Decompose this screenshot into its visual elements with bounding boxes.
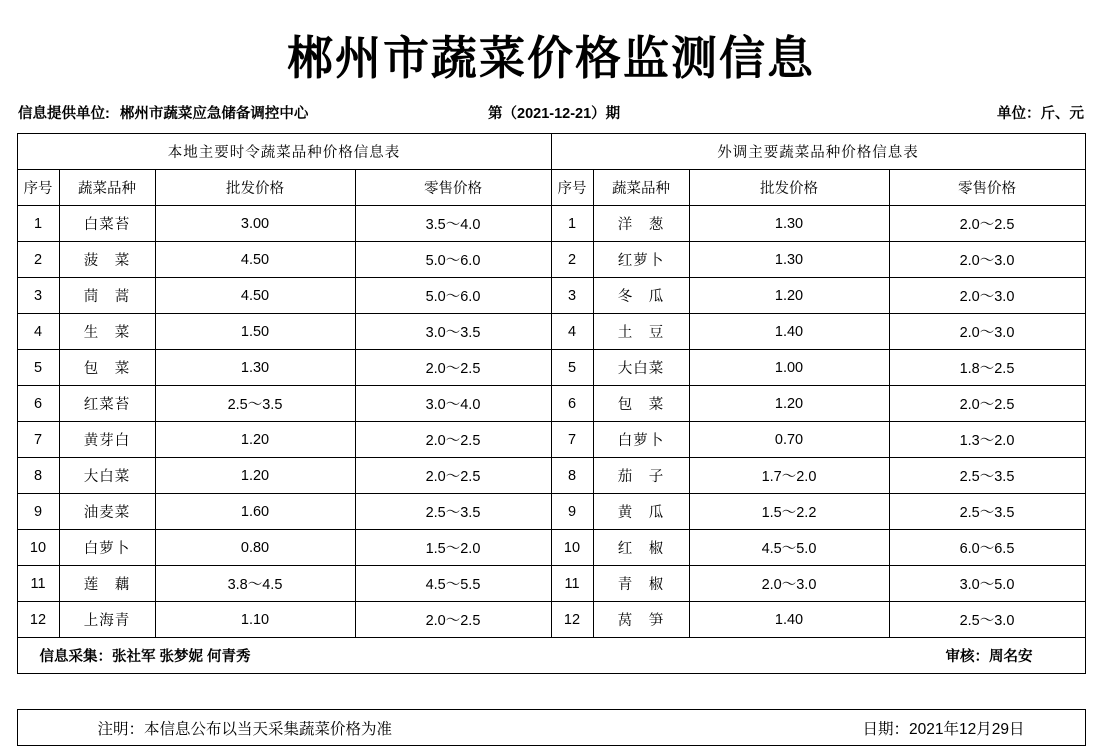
price-table	[17, 133, 1086, 746]
row-retail: 2.0～2.5	[889, 206, 1085, 242]
table-row	[17, 494, 1085, 530]
row-retail: 1.5～2.0	[355, 530, 551, 566]
row-wholesale: 4.50	[155, 278, 355, 314]
provider-label: 信息提供单位:	[18, 106, 110, 122]
table-row	[17, 386, 1085, 422]
row-index: 12	[17, 602, 59, 638]
row-index: 4	[17, 314, 59, 350]
row-variety: 土 豆	[593, 314, 689, 350]
row-variety: 大白菜	[593, 350, 689, 386]
note-cell	[17, 710, 1085, 746]
row-retail: 5.0～6.0	[355, 278, 551, 314]
page-title: 郴州市蔬菜价格监测信息	[287, 33, 815, 84]
row-index: 8	[17, 458, 59, 494]
provider-value: 郴州市蔬菜应急储备调控中心	[119, 106, 309, 122]
table-row	[17, 602, 1085, 638]
row-index: 1	[551, 206, 593, 242]
row-retail: 2.0～3.0	[889, 314, 1085, 350]
table-row	[17, 530, 1085, 566]
row-index: 7	[551, 422, 593, 458]
row-wholesale: 1.20	[689, 278, 889, 314]
row-index: 6	[551, 386, 593, 422]
row-wholesale: 1.60	[155, 494, 355, 530]
table-row	[17, 314, 1085, 350]
row-index: 1	[17, 206, 59, 242]
row-index: 7	[17, 422, 59, 458]
row-index: 8	[551, 458, 593, 494]
row-wholesale: 1.30	[155, 350, 355, 386]
row-variety: 包 菜	[593, 386, 689, 422]
left-col-wholesale: 批发价格	[155, 170, 355, 206]
table-row	[17, 566, 1085, 602]
table-row	[17, 206, 1085, 242]
right-col-variety: 蔬菜品种	[593, 170, 689, 206]
note-row	[17, 710, 1085, 746]
row-index: 10	[17, 530, 59, 566]
row-wholesale: 3.00	[155, 206, 355, 242]
row-retail: 3.5～4.0	[355, 206, 551, 242]
right-col-wholesale: 批发价格	[689, 170, 889, 206]
row-wholesale: 1.7～2.0	[689, 458, 889, 494]
row-index: 9	[17, 494, 59, 530]
row-index: 6	[17, 386, 59, 422]
collectors-label: 信息采集：张社军 张梦妮 何青秀	[39, 649, 251, 665]
row-wholesale: 1.5～2.2	[689, 494, 889, 530]
column-header-row	[17, 170, 1085, 206]
row-wholesale: 1.40	[689, 314, 889, 350]
row-variety: 青 椒	[593, 566, 689, 602]
row-retail: 2.0～2.5	[889, 386, 1085, 422]
row-retail: 2.5～3.0	[889, 602, 1085, 638]
row-retail: 2.5～3.5	[889, 458, 1085, 494]
row-variety: 大白菜	[59, 458, 155, 494]
row-retail: 4.5～5.5	[355, 566, 551, 602]
row-index: 11	[17, 566, 59, 602]
left-col-variety: 蔬菜品种	[59, 170, 155, 206]
row-variety: 洋 葱	[593, 206, 689, 242]
right-section-title: 外调主要蔬菜品种价格信息表	[551, 134, 1085, 170]
row-wholesale: 1.20	[155, 422, 355, 458]
row-retail: 2.0～2.5	[355, 422, 551, 458]
row-wholesale: 1.20	[689, 386, 889, 422]
row-variety: 莴 笋	[593, 602, 689, 638]
row-index: 4	[551, 314, 593, 350]
table-row	[17, 242, 1085, 278]
row-variety: 生 菜	[59, 314, 155, 350]
row-retail: 2.0～2.5	[355, 350, 551, 386]
row-wholesale: 4.50	[155, 242, 355, 278]
right-col-index: 序号	[551, 170, 593, 206]
spacer-cell	[17, 674, 1085, 710]
row-variety: 菠 菜	[59, 242, 155, 278]
row-retail: 2.0～3.0	[889, 242, 1085, 278]
row-retail: 1.8～2.5	[889, 350, 1085, 386]
issue-number: 第（2021-12-21）期	[488, 106, 621, 122]
right-col-retail: 零售价格	[889, 170, 1085, 206]
row-wholesale: 2.5～3.5	[155, 386, 355, 422]
table-row	[17, 350, 1085, 386]
row-wholesale: 1.30	[689, 242, 889, 278]
row-variety: 黄芽白	[59, 422, 155, 458]
row-retail: 5.0～6.0	[355, 242, 551, 278]
row-retail: 1.3～2.0	[889, 422, 1085, 458]
row-wholesale: 1.40	[689, 602, 889, 638]
section-header-row	[17, 134, 1085, 170]
row-wholesale: 1.30	[689, 206, 889, 242]
row-variety: 红 椒	[593, 530, 689, 566]
table-row	[17, 458, 1085, 494]
left-section-title: 本地主要时令蔬菜品种价格信息表	[17, 134, 551, 170]
row-wholesale: 0.70	[689, 422, 889, 458]
left-col-index: 序号	[17, 170, 59, 206]
row-index: 12	[551, 602, 593, 638]
row-retail: 2.0～2.5	[355, 458, 551, 494]
row-wholesale: 1.20	[155, 458, 355, 494]
row-wholesale: 4.5～5.0	[689, 530, 889, 566]
row-variety: 红菜苔	[59, 386, 155, 422]
table-row	[17, 422, 1085, 458]
row-wholesale: 3.8～4.5	[155, 566, 355, 602]
row-wholesale: 2.0～3.0	[689, 566, 889, 602]
row-index: 11	[551, 566, 593, 602]
row-variety: 黄 瓜	[593, 494, 689, 530]
left-col-retail: 零售价格	[355, 170, 551, 206]
row-variety: 白萝卜	[59, 530, 155, 566]
row-retail: 2.5～3.5	[355, 494, 551, 530]
row-retail: 3.0～5.0	[889, 566, 1085, 602]
row-wholesale: 1.50	[155, 314, 355, 350]
row-index: 3	[17, 278, 59, 314]
row-index: 5	[17, 350, 59, 386]
row-retail: 3.0～3.5	[355, 314, 551, 350]
collector-row	[17, 638, 1085, 674]
row-index: 9	[551, 494, 593, 530]
row-wholesale: 0.80	[155, 530, 355, 566]
row-wholesale: 1.00	[689, 350, 889, 386]
row-index: 2	[551, 242, 593, 278]
meta-row	[0, 102, 1102, 133]
row-variety: 上海青	[59, 602, 155, 638]
row-index: 3	[551, 278, 593, 314]
row-variety: 茼 蒿	[59, 278, 155, 314]
unit-label: 单位：斤、元	[997, 106, 1084, 122]
row-index: 5	[551, 350, 593, 386]
note-text: 注明：本信息公布以当天采集蔬菜价格为准	[97, 720, 393, 738]
row-variety: 冬 瓜	[593, 278, 689, 314]
row-retail: 3.0～4.0	[355, 386, 551, 422]
row-variety: 茄 子	[593, 458, 689, 494]
row-variety: 莲 藕	[59, 566, 155, 602]
reviewer-label: 审核：周名安	[945, 649, 1033, 665]
row-variety: 白菜苔	[59, 206, 155, 242]
row-retail: 2.0～2.5	[355, 602, 551, 638]
row-variety: 白萝卜	[593, 422, 689, 458]
provider-block	[18, 102, 448, 123]
table-row	[17, 278, 1085, 314]
row-retail: 2.5～3.5	[889, 494, 1085, 530]
row-retail: 6.0～6.5	[889, 530, 1085, 566]
row-variety: 油麦菜	[59, 494, 155, 530]
row-index: 10	[551, 530, 593, 566]
row-variety: 红萝卜	[593, 242, 689, 278]
date-text: 日期：2021年12月29日	[862, 720, 1025, 738]
spacer-row	[17, 674, 1085, 710]
row-variety: 包 菜	[59, 350, 155, 386]
row-wholesale: 1.10	[155, 602, 355, 638]
row-retail: 2.0～3.0	[889, 278, 1085, 314]
collector-cell	[17, 638, 1085, 674]
row-index: 2	[17, 242, 59, 278]
